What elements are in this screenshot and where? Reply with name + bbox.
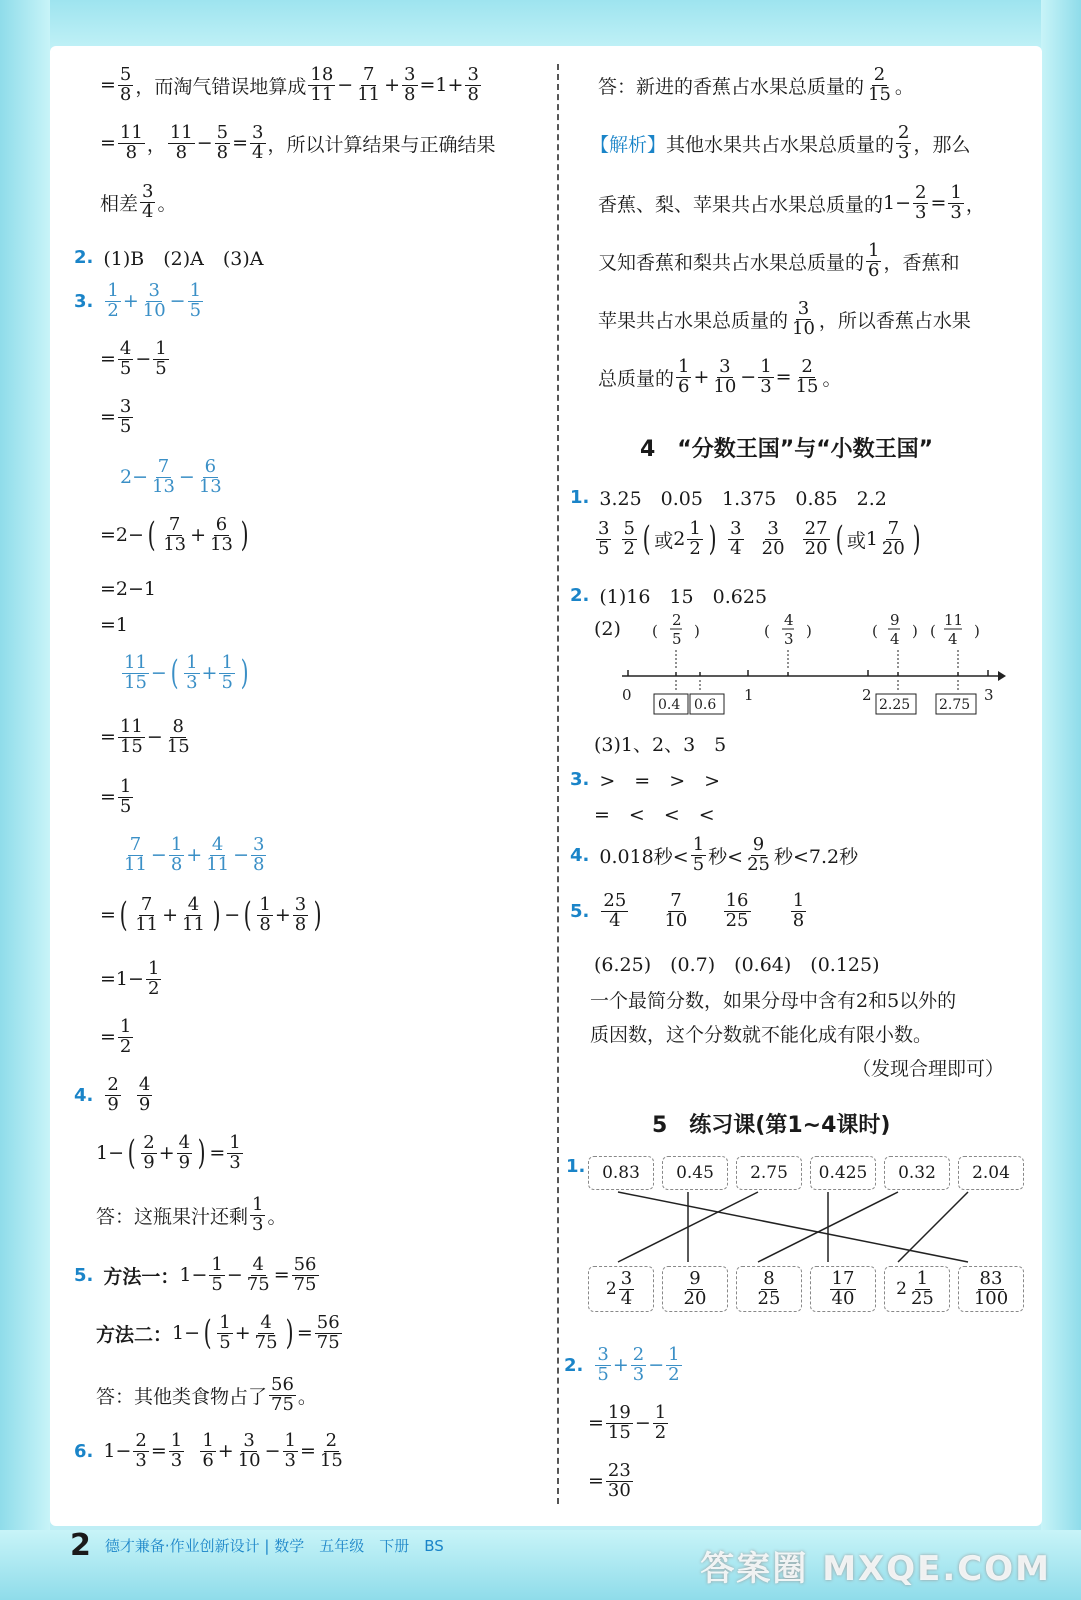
svg-text:(: ( xyxy=(872,622,878,640)
q3-expr-4: 7 11 − $\frac{1}{8}$ + $\frac{4}{11}$ − $\frac{3}{8}$ xyxy=(124,834,265,875)
nl-tick-1: 1 xyxy=(744,686,754,704)
svg-text:(: ( xyxy=(652,622,658,640)
bottom-box: 83 100 xyxy=(958,1266,1024,1312)
s5-text-1: 一个最简分数，如果分母中含有2和5以外的 xyxy=(590,990,957,1012)
q5-conclusion: 答：其他类食物占了 56 75 。 xyxy=(96,1374,317,1415)
svg-text:): ) xyxy=(806,622,812,640)
top-box: 0.425 xyxy=(810,1156,876,1190)
analysis-line-3: 又知香蕉和梨共占水果总质量的 1 6 ，香蕉和 xyxy=(598,240,960,281)
s4-answer: 4. 0.018秒< 1 5 秒< 9 25 秒<7.2秒 xyxy=(570,834,859,875)
nl-box-2: 2.25 xyxy=(879,697,911,713)
s2-part1: 2. (1)16 15 0.625 xyxy=(570,585,768,608)
svg-text:4: 4 xyxy=(784,611,794,629)
frame-right xyxy=(1041,0,1081,1600)
nl-box-1: 0.6 xyxy=(694,697,717,713)
top-box: 2.75 xyxy=(736,1156,802,1190)
page-number: 2 xyxy=(70,1528,91,1563)
svg-text:): ) xyxy=(694,622,700,640)
s3-row-1: 3. > = > > xyxy=(570,769,721,792)
q3-expr-2: 2− $\frac{7}{13}$ − $\frac{6}{13}$ xyxy=(120,456,222,497)
q3-step-6: =1− 1 2 xyxy=(100,958,160,999)
svg-text:5: 5 xyxy=(672,630,682,648)
s3-row-2: = < < < xyxy=(594,804,715,826)
frame-left xyxy=(0,0,50,1600)
t1-bottom-row xyxy=(588,1266,1024,1312)
q3-expr-3: 11 15 − ( 1 3 + $\frac{1}{5}$ ) xyxy=(124,652,249,694)
q4-calc: 1− ( 2 9 + 4 9 ) = 1 3 xyxy=(96,1132,241,1174)
svg-text:4: 4 xyxy=(890,630,900,648)
q3-step-2: =2− ( 7 13 + 6 13 ) xyxy=(100,514,249,556)
q3-step-4: = 11 15 − 8 15 xyxy=(100,716,190,757)
t2-result: = 23 30 xyxy=(588,1460,631,1501)
q3-step-5: = ( 7 11 + 4 11 ) − ( 1 8 + 3 8 ) xyxy=(100,894,322,936)
analysis-line-4: 苹果共占水果总质量的 3 10 ，所以香蕉占水果 xyxy=(598,298,971,339)
analysis-line-5: 总质量的 1 6 + 3 10 − 1 3 = 2 15 。 xyxy=(598,356,842,397)
nl-box-0: 0.4 xyxy=(658,697,681,713)
left-line-2: = $\frac{11}{8}$ ， 11 8 − 5 8 = 3 4 ，所以计算结果与正确结果 xyxy=(100,122,496,163)
q2-answers: 2. (1)B (2)A (3)A xyxy=(74,247,264,270)
analysis-line-2: 香蕉、梨、苹果共占水果总质量的 1− 2 3 = 1 3 ， xyxy=(598,182,985,223)
svg-text:(: ( xyxy=(930,622,936,640)
q3-result-2: =1 xyxy=(100,614,129,636)
left-line-1: = $\frac{5}{8}$ ，而淘气错误地算成 18 11 − 7 11 + $\frac{3}{8}$ =1+ $\frac{3}{8}$ xyxy=(100,64,479,105)
bottom-box: 2 3 4 xyxy=(588,1266,654,1312)
section-5-heading: 5 练习课(第1~4课时) xyxy=(652,1113,891,1138)
q3-result-1: = 3 5 xyxy=(100,396,132,437)
q5-method-2: 方法二： 1− ( 1 5 + 4 75 ) = 56 75 xyxy=(96,1312,340,1354)
s5-text-2: 质因数，这个分数就不能化成有限小数。 xyxy=(590,1024,933,1046)
section-4-heading: 4 “分数王国”与“小数王国” xyxy=(640,437,934,462)
q4-answer: 4. 2 9 4 9 xyxy=(74,1074,151,1115)
s5-fractions: 5. 25 4 7 10 16 25 1 8 xyxy=(570,890,805,931)
top-box: 0.32 xyxy=(884,1156,950,1190)
bottom-box: 8 25 xyxy=(736,1266,802,1312)
s2-part2-label: (2) xyxy=(594,618,621,640)
s2-part3: (3)1、2、3 5 xyxy=(594,734,727,756)
svg-text:(: ( xyxy=(764,622,770,640)
q3-result-4: = 1 2 xyxy=(100,1016,132,1057)
watermark: 答案圈 MXQE.COM xyxy=(700,1549,1051,1589)
svg-text:11: 11 xyxy=(944,611,964,629)
top-box: 2.04 xyxy=(958,1156,1024,1190)
svg-text:9: 9 xyxy=(890,611,900,629)
t2-step-1: = 19 15 − 1 2 xyxy=(588,1402,667,1443)
nl-box-3: 2.75 xyxy=(939,697,971,713)
t2-expr: 2. 3 5 + $\frac{2}{3}$ − $\frac{1}{2}$ xyxy=(564,1344,680,1385)
svg-text:3: 3 xyxy=(784,630,794,648)
nl-tick-2: 2 xyxy=(862,686,872,704)
svg-text:): ) xyxy=(912,622,918,640)
nl-tick-3: 3 xyxy=(984,686,994,704)
q5-method-1: 5. 方法一： 1− 1 5 − 4 75 = 56 75 xyxy=(74,1254,317,1295)
bottom-box: 2 1 25 xyxy=(884,1266,950,1312)
q3-step-3: =2−1 xyxy=(100,578,157,600)
svg-text:): ) xyxy=(974,622,980,640)
q4-conclusion: 答：这瓶果汁还剩 1 3 。 xyxy=(96,1194,287,1235)
nl-tick-0: 0 xyxy=(622,686,632,704)
footer xyxy=(70,1528,444,1563)
svg-text:4: 4 xyxy=(948,630,958,648)
q6-answer: 6. 1− 2 3 = 1 3 1 6 + 3 10 − 1 3 = 2 15 xyxy=(74,1430,343,1471)
bottom-box: 9 20 xyxy=(662,1266,728,1312)
footer-text: 德才兼备·作业创新设计 | 数学 五年级 下册 BS xyxy=(104,1537,444,1555)
left-line-3: 相差 3 4 。 xyxy=(100,181,177,222)
t1-top-row xyxy=(588,1156,1024,1190)
top-box: 0.45 xyxy=(662,1156,728,1190)
q3-step-1: = 4 5 − 1 5 xyxy=(100,338,167,379)
q3-expr-1: 3. 1 2 + $\frac{3}{10}$ − $\frac{1}{5}$ xyxy=(74,280,202,321)
s1-decimals: 1. 3.25 0.05 1.375 0.85 2.2 xyxy=(570,487,887,510)
s5-decimals: (6.25) (0.7) (0.64) (0.125) xyxy=(594,954,880,976)
s5-text-3: （发现合理即可） xyxy=(852,1058,1005,1080)
svg-text:2: 2 xyxy=(672,611,682,629)
number-line xyxy=(618,610,1008,720)
right-answer-line: 答：新进的香蕉占水果总质量的 2 15 。 xyxy=(598,64,914,105)
column-divider xyxy=(557,64,559,1504)
top-box: 0.83 xyxy=(588,1156,654,1190)
t1-label: 1. xyxy=(566,1156,586,1177)
s1-fractions: 3 5 5 2 ( 或 2 1 2 ) 3 4 3 20 27 20 ( 或 1 7 20 ) xyxy=(598,518,921,560)
analysis-line-1: 【解析】 其他水果共占水果总质量的 2 3 ，那么 xyxy=(590,122,971,163)
q3-result-3: = 1 5 xyxy=(100,776,132,817)
bottom-box: 17 40 xyxy=(810,1266,876,1312)
matching-lines xyxy=(588,1188,1000,1266)
